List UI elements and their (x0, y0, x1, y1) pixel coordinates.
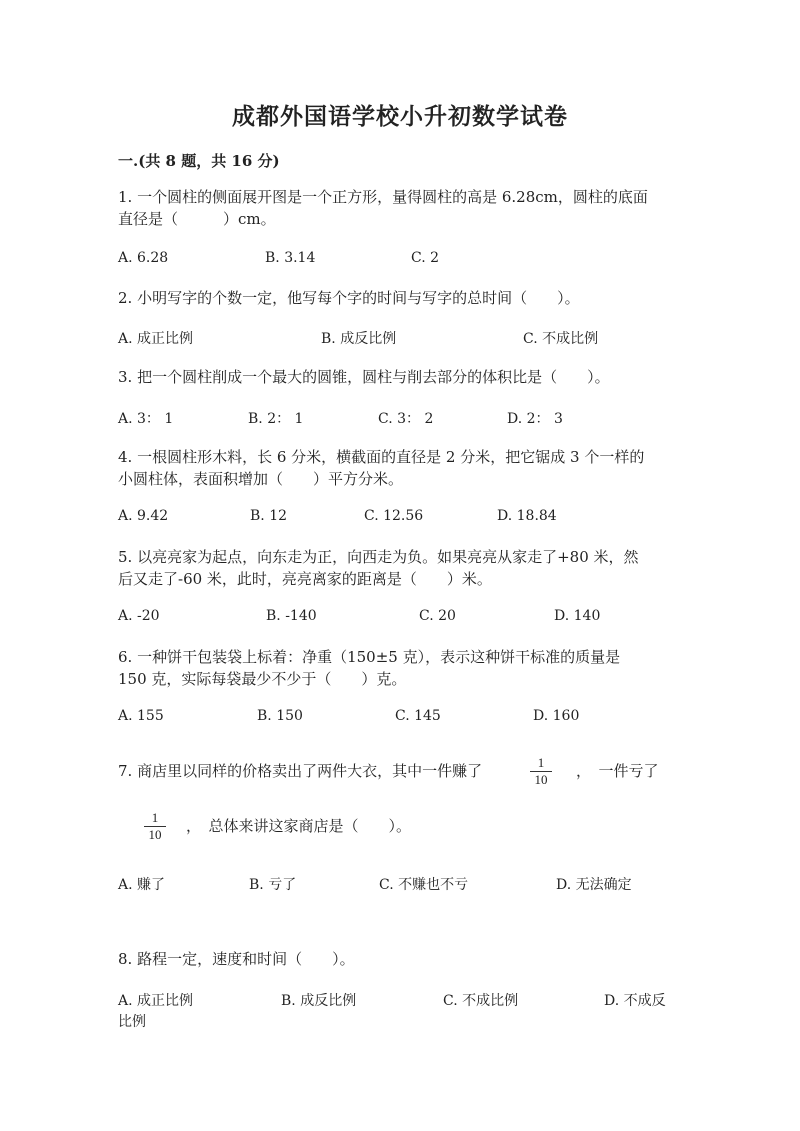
question-8-line-1: 8. 路程一定，速度和时间（ ）。 (118, 950, 355, 968)
question-5-option-b: B. -140 (266, 608, 317, 624)
question-1-line-1: 1. 一个圆柱的侧面展开图是一个正方形，量得圆柱的高是 6.28cm，圆柱的底面 (118, 188, 648, 206)
question-4-option-b: B. 12 (250, 508, 288, 524)
section-header: 一.(共 8 题，共 16 分) (118, 152, 280, 170)
question-6-line-1: 6. 一种饼干包装袋上标着：净重（150±5 克），表示这种饼干标准的质量是 (118, 648, 621, 666)
question-4-line-1: 4. 一根圆柱形木料，长 6 分米，横截面的直径是 2 分米，把它锯成 3 个一样的 (118, 448, 645, 466)
question-1-option-a: A. 6.28 (118, 250, 169, 266)
question-7-fraction-1 (530, 755, 552, 788)
question-7-line-1a: 7. 商店里以同样的价格卖出了两件大衣，其中一件赚了 (118, 762, 483, 780)
question-2-option-b: B. 成反比例 (321, 331, 397, 347)
question-7-option-d: D. 无法确定 (556, 877, 632, 893)
question-6-option-c: C. 145 (395, 708, 441, 724)
question-5-option-c: C. 20 (419, 608, 456, 624)
question-8-option-c: C. 不成比例 (443, 993, 519, 1009)
question-8-option-a: A. 成正比例 (118, 993, 194, 1009)
question-6-line-2: 150 克，实际每袋最少不少于（ ）克。 (118, 670, 407, 688)
question-7-line-1b: ， 一件亏了 (576, 762, 659, 780)
question-1-option-c: C. 2 (411, 250, 440, 266)
question-3-line-1: 3. 把一个圆柱削成一个最大的圆锥，圆柱与削去部分的体积比是（ ）。 (118, 368, 610, 386)
fraction-numerator: 1 (530, 755, 552, 772)
question-4-option-a: A. 9.42 (118, 508, 169, 524)
question-4-option-c: C. 12.56 (364, 508, 424, 524)
question-7-line-2: ， 总体来讲这家商店是（ ）。 (186, 817, 412, 835)
question-5-option-a: A. -20 (118, 608, 160, 624)
question-4-option-d: D. 18.84 (497, 508, 557, 524)
question-3-option-a: A. 3： 1 (118, 411, 174, 427)
question-3-option-d: D. 2： 3 (507, 411, 563, 427)
page-title: 成都外国语学校小升初数学试卷 (232, 103, 568, 130)
question-7-option-c: C. 不赚也不亏 (379, 877, 469, 893)
question-3-option-c: C. 3： 2 (378, 411, 434, 427)
fraction-denominator: 10 (534, 772, 548, 787)
question-8-option-d: D. 不成反 (604, 993, 666, 1009)
question-3-option-b: B. 2： 1 (248, 411, 304, 427)
question-7-fraction-2 (144, 810, 166, 843)
question-6-option-a: A. 155 (118, 708, 164, 724)
question-5-line-1: 5. 以亮亮家为起点，向东走为正，向西走为负。如果亮亮从家走了+80 米，然 (118, 548, 639, 566)
question-6-option-b: B. 150 (257, 708, 303, 724)
question-1-option-b: B. 3.14 (265, 250, 316, 266)
question-8-option-d-wrap: 比例 (118, 1014, 146, 1030)
question-7-option-b: B. 亏了 (249, 877, 297, 893)
question-4-line-2: 小圆柱体，表面积增加（ ）平方分米。 (118, 470, 404, 488)
question-6-option-d: D. 160 (533, 708, 580, 724)
question-5-line-2: 后又走了-60 米，此时，亮亮离家的距离是（ ）米。 (118, 570, 492, 588)
question-1-line-2: 直径是（ ）cm。 (118, 210, 276, 228)
question-8-option-b: B. 成反比例 (281, 993, 357, 1009)
question-2-option-a: A. 成正比例 (118, 331, 194, 347)
fraction-denominator: 10 (148, 827, 162, 842)
question-5-option-d: D. 140 (554, 608, 601, 624)
question-2-option-c: C. 不成比例 (523, 331, 599, 347)
question-7-option-a: A. 赚了 (118, 877, 166, 893)
fraction-numerator: 1 (144, 810, 166, 827)
question-2-line-1: 2. 小明写字的个数一定，他写每个字的时间与写字的总时间（ ）。 (118, 289, 580, 307)
